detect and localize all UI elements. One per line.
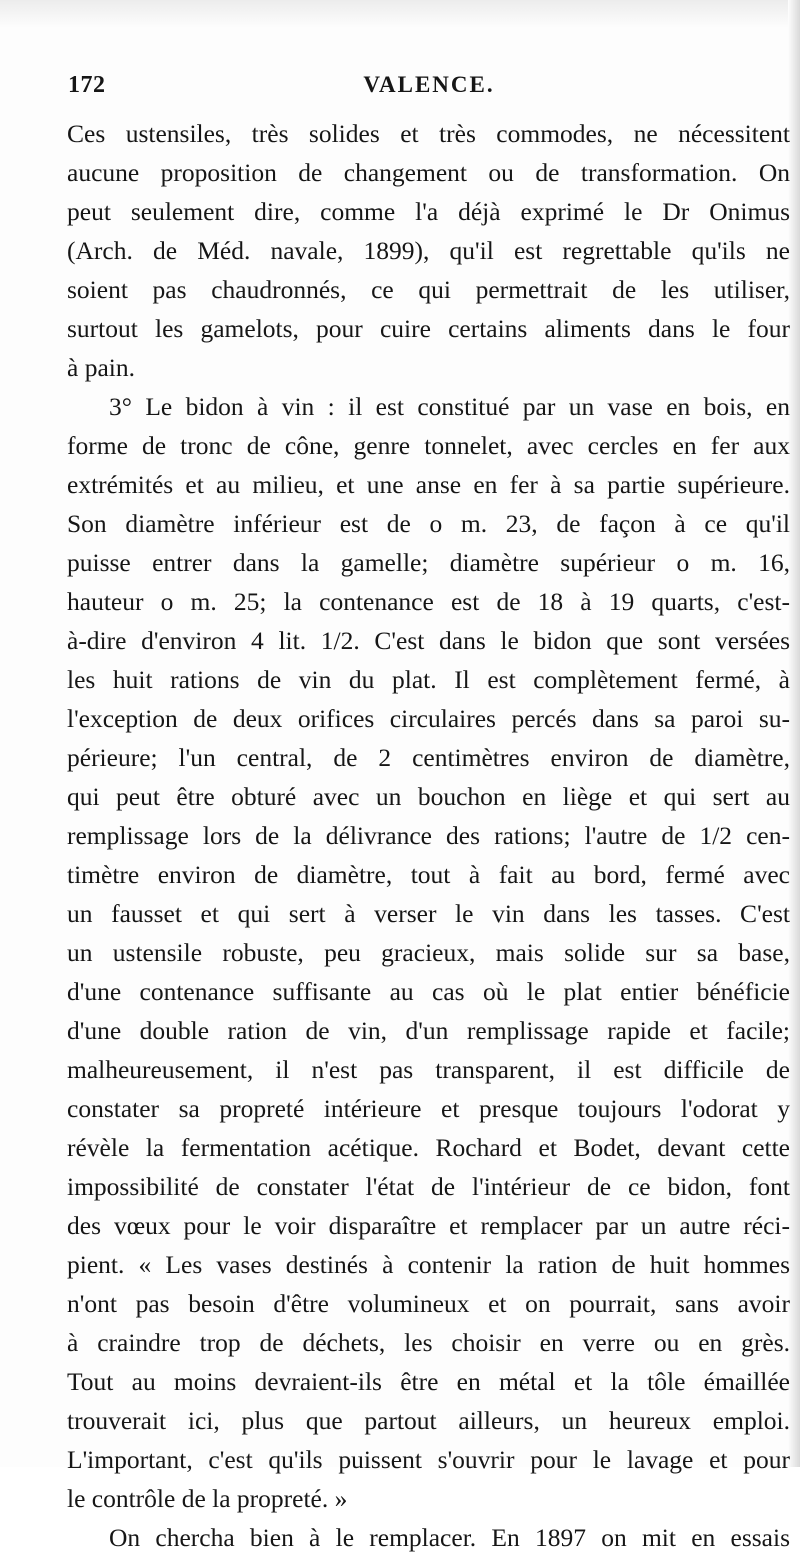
text-line: impossibilité de constater l'état de l'intérieur de ce bidon, font <box>67 1172 790 1201</box>
text-line: n'ont pas besoin d'être volumineux et on pourrait, sans avoir <box>67 1289 790 1318</box>
text-line: pient. « Les vases destinés à contenir la ration de huit hommes <box>67 1250 790 1279</box>
text-line: qui peut être obturé avec un bouchon en liège et qui sert au <box>67 782 790 811</box>
text-line: le contrôle de la propreté. » <box>67 1484 348 1513</box>
text-line: à-dire d'environ 4 lit. 1/2. C'est dans le bidon que sont versées <box>67 626 790 655</box>
text-line: d'une double ration de vin, d'un remplissage rapide et facile; <box>67 1016 790 1045</box>
text-line: aucune proposition de changement ou de transformation. On <box>67 158 790 187</box>
text-line: à craindre trop de déchets, les choisir en verre ou en grès. <box>67 1328 790 1357</box>
text-line: d'une contenance suffisante au cas où le plat entier bénéficie <box>67 977 790 1006</box>
running-head: VALENCE. <box>363 72 495 97</box>
text-line: Tout au moins devraient-ils être en métal et la tôle émaillée <box>67 1367 790 1396</box>
text-line: Ces ustensiles, très solides et très commodes, ne nécessitent <box>67 119 790 148</box>
text-line: malheureusement, il n'est pas transparent, il est difficile de <box>67 1055 790 1084</box>
text-line: trouverait ici, plus que partout ailleurs, un heureux emploi. <box>67 1406 790 1435</box>
text-line: forme de tronc de cône, genre tonnelet, avec cercles en fer aux <box>67 431 790 460</box>
text-line: révèle la fermentation acétique. Rochard et Bodet, devant cette <box>67 1133 790 1162</box>
text-line: soient pas chaudronnés, ce qui permettrait de les utiliser, <box>67 275 790 304</box>
text-line: (Arch. de Méd. navale, 1899), qu'il est regrettable qu'ils ne <box>67 236 790 265</box>
text-line: peut seulement dire, comme l'a déjà exprimé le Dr Onimus <box>67 197 790 226</box>
text-line: timètre environ de diamètre, tout à fait au bord, fermé avec <box>67 860 790 889</box>
text-line: périeure; l'un central, de 2 centimètres environ de diamètre, <box>67 743 790 772</box>
text-line: hauteur o m. 25; la contenance est de 18 à 19 quarts, c'est- <box>67 587 790 616</box>
body-text <box>67 114 790 1557</box>
text-line: un fausset et qui sert à verser le vin dans les tasses. C'est <box>67 899 790 928</box>
text-line: l'exception de deux orifices circulaires percés dans sa paroi su- <box>67 704 790 733</box>
text-line: un ustensile robuste, peu gracieux, mais solide sur sa base, <box>67 938 790 967</box>
text-line: extrémités et au milieu, et une anse en fer à sa partie supérieure. <box>67 470 790 499</box>
text-line: les huit rations de vin du plat. Il est complètement fermé, à <box>67 665 790 694</box>
text-line: On chercha bien à le remplacer. En 1897 on mit en essais <box>109 1523 790 1552</box>
text-line: remplissage lors de la délivrance des rations; l'autre de 1/2 cen- <box>67 821 790 850</box>
text-line: L'important, c'est qu'ils puissent s'ouvrir pour le lavage et pour <box>67 1445 790 1474</box>
text-line: Son diamètre inférieur est de o m. 23, de façon à ce qu'il <box>67 509 790 538</box>
text-line: des vœux pour le voir disparaître et remplacer par un autre réci- <box>67 1211 790 1240</box>
text-line: puisse entrer dans la gamelle; diamètre supérieur o m. 16, <box>67 548 790 577</box>
scan-shadow-top <box>0 0 800 28</box>
text-line: 3° Le bidon à vin : il est constitué par un vase en bois, en <box>109 392 790 421</box>
text-line: constater sa propreté intérieure et presque toujours l'odorat y <box>67 1094 790 1123</box>
text-line: à pain. <box>67 353 135 382</box>
page-header <box>68 70 790 104</box>
page-number: 172 <box>68 72 106 98</box>
text-line: surtout les gamelots, pour cuire certains aliments dans le four <box>67 314 790 343</box>
